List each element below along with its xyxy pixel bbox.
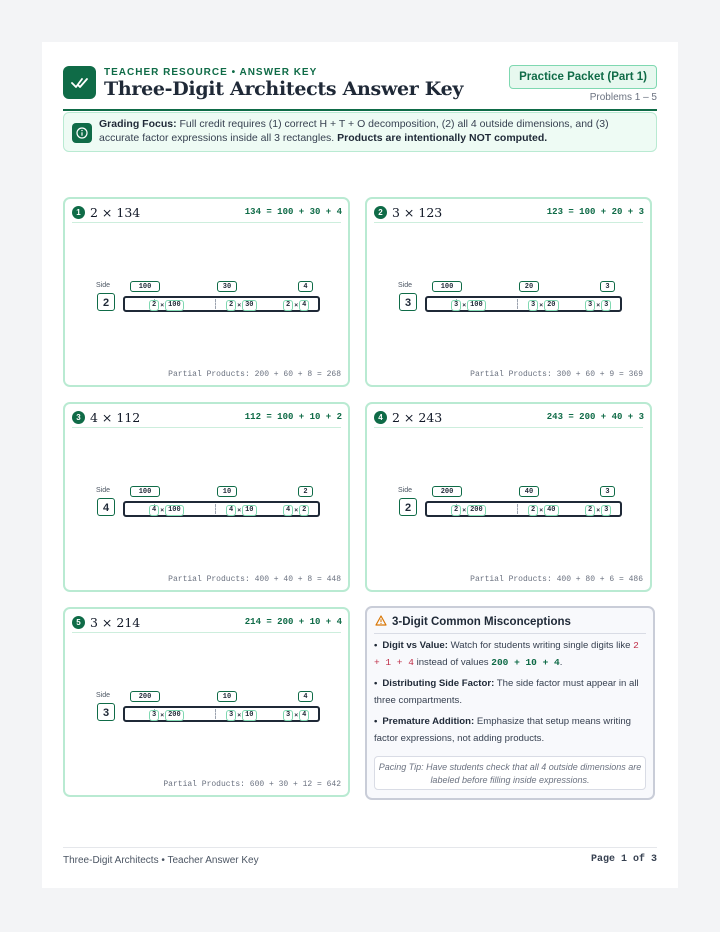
partial-products: Partial Products: 400 + 80 + 6 = 486 [470,575,643,584]
problem-number: 4 [374,411,387,424]
page-title: Three-Digit Architects Answer Key [104,78,464,100]
times-icon: × [294,301,299,309]
factor-expression [451,505,486,515]
side-label: Side [96,282,111,289]
factor-expression [149,300,184,310]
side-factor-text: The side factor must appear in all three compartments. [374,678,639,706]
outside-dimension: 100 [432,281,462,292]
card-rule [72,632,341,633]
outside-dimension: 100 [130,486,160,497]
factor-expression [283,710,309,720]
part-chip: 3 [601,300,611,311]
side-label: Side [96,692,111,699]
side-factor-chip: 3 [585,300,595,311]
grading-focus-text [99,118,649,145]
side-factor-box: 3 [97,703,115,721]
times-icon: × [237,506,242,514]
footer-rule [63,847,657,848]
part-chip: 2 [299,505,309,516]
outside-dimension: 10 [217,691,237,702]
problem-number: 3 [72,411,85,424]
times-icon: × [160,506,165,514]
times-icon: × [596,301,601,309]
factor-expression [149,505,184,515]
decomposition: 214 = 200 + 10 + 4 [244,617,342,627]
side-factor-chip: 2 [226,300,236,311]
side-factor-chip: 3 [283,710,293,721]
part-chip: 20 [544,300,558,311]
factor-expression [226,710,257,720]
grading-emphasis: Products are intentionally NOT computed. [337,131,548,144]
grading-body: Full credit requires (1) correct H + T + O decomposition, (2) all 4 outside dimensions, and (3) accurate factor expressions inside all 3 rectangles. [99,118,609,144]
compartment-divider [215,299,216,309]
factor-expression [528,300,559,310]
side-factor-box: 2 [97,293,115,311]
part-chip: 10 [242,505,256,516]
outside-dimension: 20 [519,281,539,292]
outside-dimension: 10 [217,486,237,497]
side-factor-label: Distributing Side Factor: [382,678,495,689]
misconceptions-title-text: 3-Digit Common Misconceptions [392,616,571,628]
problem-number: 5 [72,616,85,629]
side-label: Side [96,487,111,494]
outside-dimension: 3 [600,281,615,292]
outside-dimension: 40 [519,486,539,497]
times-icon: × [294,506,299,514]
area-model-rectangle [123,501,320,517]
double-check-icon [63,66,96,99]
part-chip: 3 [601,505,611,516]
digit-example-wrong: 2 + 1 + 4 [374,640,639,668]
partial-products: Partial Products: 200 + 60 + 8 = 268 [168,370,341,379]
side-factor-chip: 3 [226,710,236,721]
misconceptions-list [374,638,646,752]
outside-dimension: 200 [432,486,462,497]
decomposition: 112 = 100 + 10 + 2 [244,412,342,422]
times-icon: × [462,506,467,514]
side-factor-box: 2 [399,498,417,516]
side-label: Side [398,282,413,289]
factor-expression [149,710,184,720]
misconceptions-rule [374,633,646,634]
grading-label: Grading Focus: [99,118,177,130]
premature-addition-text: Emphasize that setup means writing factor expressions, not adding products. [374,716,631,744]
misconceptions-title [375,615,571,629]
area-model-rectangle [425,501,622,517]
part-chip: 200 [467,505,486,516]
info-icon [72,123,92,143]
side-factor-box: 3 [399,293,417,311]
side-factor-chip: 2 [451,505,461,516]
partial-products: Partial Products: 600 + 30 + 12 = 642 [163,780,341,789]
grading-focus-box [63,112,657,152]
times-icon: × [160,301,165,309]
side-factor-box: 4 [97,498,115,516]
eyebrow-label: TEACHER RESOURCE • ANSWER KEY [104,67,318,78]
side-factor-chip: 2 [585,505,595,516]
page-number: Page 1 of 3 [590,854,657,865]
problem-card [63,197,350,387]
times-icon: × [237,711,242,719]
side-factor-chip: 2 [283,300,293,311]
list-item [374,676,646,709]
warning-icon [375,615,387,629]
digit-end: . [559,656,563,668]
times-icon: × [160,711,165,719]
list-item [374,714,646,747]
card-rule [374,427,643,428]
problems-range: Problems 1 – 5 [589,92,657,103]
part-chip: 200 [165,710,184,721]
problem-expression: 2 × 134 [90,205,141,220]
factor-expression [283,300,309,310]
part-chip: 30 [242,300,256,311]
outside-dimension: 100 [130,281,160,292]
decomposition: 243 = 200 + 40 + 3 [546,412,644,422]
times-icon: × [237,301,242,309]
problem-card [63,402,350,592]
side-factor-chip: 3 [451,300,461,311]
problem-expression: 4 × 112 [90,410,141,425]
part-chip: 100 [165,505,184,516]
digit-text: Watch for students writing single digits like [447,640,634,651]
factor-expression [226,505,257,515]
factor-expression [528,505,559,515]
factor-expression [585,505,611,515]
times-icon: × [462,301,467,309]
times-icon: × [539,506,544,514]
decomposition: 123 = 100 + 20 + 3 [546,207,644,217]
factor-expression [283,505,309,515]
outside-dimension: 200 [130,691,160,702]
premature-addition-label: Premature Addition: [382,716,475,727]
digit-vs-value-label: Digit vs Value: [382,640,448,651]
area-model-rectangle [425,296,622,312]
card-rule [374,222,643,223]
problem-expression: 3 × 123 [392,205,443,220]
compartment-divider [517,299,518,309]
decomposition: 134 = 100 + 30 + 4 [244,207,342,217]
card-rule [72,222,341,223]
problem-number: 2 [374,206,387,219]
side-factor-chip: 4 [226,505,236,516]
part-chip: 4 [299,710,309,721]
footer-title: Three-Digit Architects • Teacher Answer Key [63,855,259,866]
misconceptions-panel [365,606,655,800]
digit-mid: instead of values [413,656,492,668]
side-factor-chip: 2 [149,300,159,311]
side-factor-chip: 4 [283,505,293,516]
outside-dimension: 2 [298,486,313,497]
pacing-tip: Pacing Tip: Have students check that all 4 outside dimensions are labeled before filling inside expressions. [374,756,646,790]
part-chip: 100 [467,300,486,311]
partial-products: Partial Products: 400 + 40 + 8 = 448 [168,575,341,584]
factor-expression [451,300,486,310]
answer-key-page [42,42,678,888]
compartment-divider [215,504,216,514]
compartment-divider [215,709,216,719]
area-model-rectangle [123,706,320,722]
header-rule [63,109,657,111]
side-factor-chip: 3 [528,300,538,311]
partial-products: Partial Products: 300 + 60 + 9 = 369 [470,370,643,379]
part-chip: 100 [165,300,184,311]
packet-badge: Practice Packet (Part 1) [509,65,657,89]
times-icon: × [596,506,601,514]
outside-dimension: 30 [217,281,237,292]
problem-card [365,402,652,592]
problem-number: 1 [72,206,85,219]
factor-expression [585,300,611,310]
side-label: Side [398,487,413,494]
problem-expression: 2 × 243 [392,410,443,425]
side-factor-chip: 4 [149,505,159,516]
outside-dimension: 3 [600,486,615,497]
list-item [374,638,646,671]
side-factor-chip: 2 [528,505,538,516]
card-rule [72,427,341,428]
outside-dimension: 4 [298,281,313,292]
side-factor-chip: 3 [149,710,159,721]
compartment-divider [517,504,518,514]
factor-expression [226,300,257,310]
problem-card [63,607,350,797]
area-model-rectangle [123,296,320,312]
part-chip: 40 [544,505,558,516]
outside-dimension: 4 [298,691,313,702]
page-header [63,66,657,110]
problem-expression: 3 × 214 [90,615,141,630]
problem-card [365,197,652,387]
part-chip: 4 [299,300,309,311]
digit-example-right: 200 + 10 + 4 [491,656,560,668]
times-icon: × [294,711,299,719]
part-chip: 10 [242,710,256,721]
times-icon: × [539,301,544,309]
